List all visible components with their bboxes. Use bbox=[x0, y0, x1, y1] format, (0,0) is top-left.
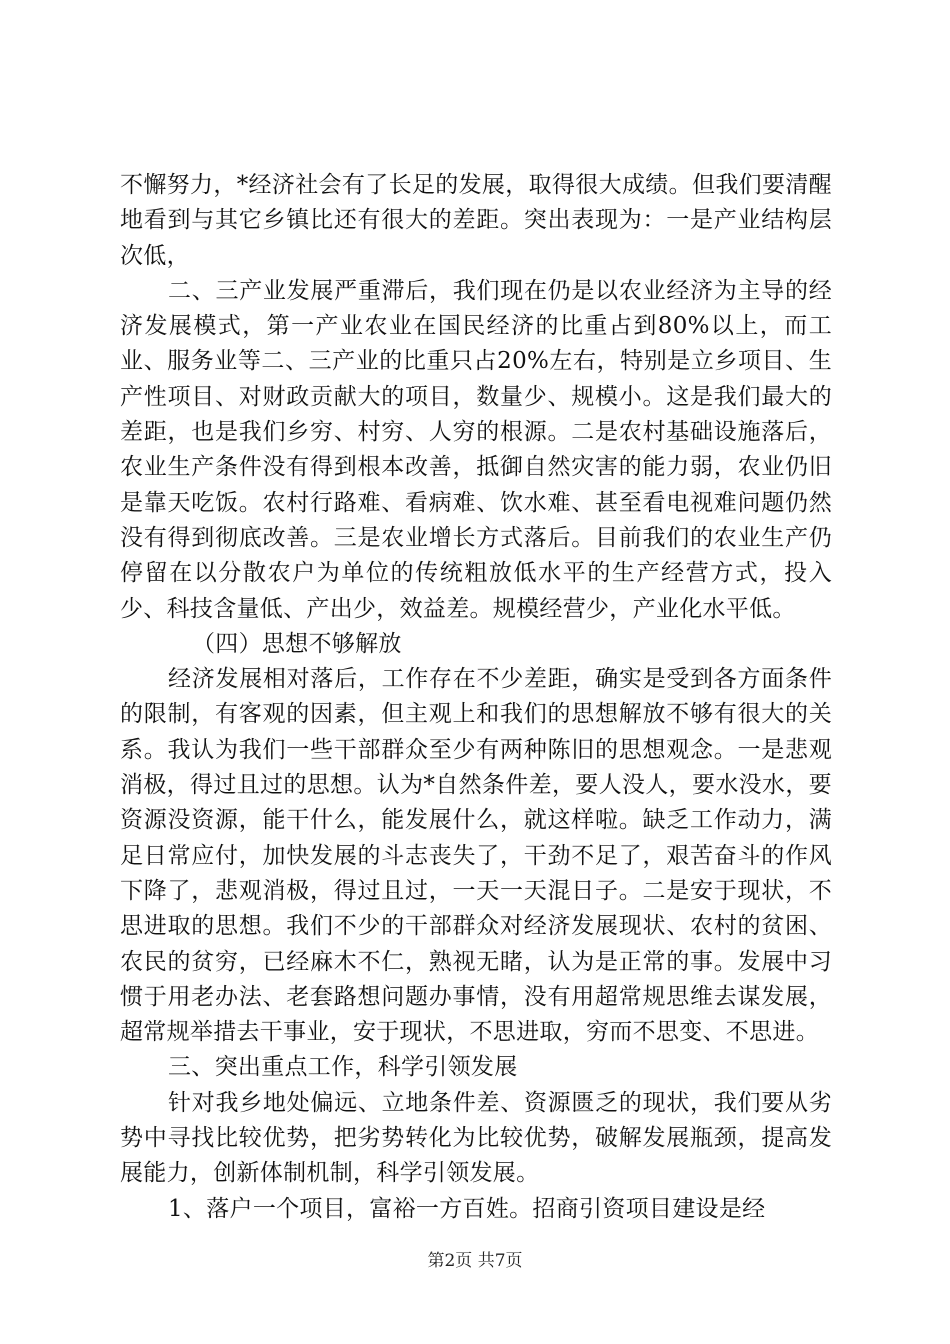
section-heading-4: （四）思想不够解放 bbox=[192, 630, 402, 657]
paragraph-5: 1、落户一个项目，富裕一方百姓。招商引资项目建设是经 bbox=[168, 1195, 766, 1222]
paragraph-4: 针对我乡地处偏远、立地条件差、资源匮乏的现状，我们要从劣势中寻找比较优势，把劣势转化为比较优势，破解发展瓶颈，提高发展能力，创新体制机制，科学引领发展。 bbox=[120, 1089, 832, 1187]
paragraph-2: 二、三产业发展严重滞后，我们现在仍是以农业经济为主导的经济发展模式，第一产业农业在国民经济的比重占到80%以上，而工业、服务业等二、三产业的比重只占20%左右，特别是立乡项目、生产性项目、对财政贡献大的项目，数量少、规模小。这是我们最大的差距，也是我们乡穷、村穷、人穷的根源。二是农村基础设施落后，农业生产条件没有得到根本改善，抵御自然灾害的能力弱，农业仍旧是靠天吃饭。农村行路难、看病难、饮水难、甚至看电视难问题仍然没有得到彻底改善。三是农业增长方式落后。目前我们的农业生产仍停留在以分散农户为单位的传统粗放低水平的生产经营方式，投入少、科技含量低、产出少，效益差。规模经营少，产业化水平低。 bbox=[120, 277, 832, 622]
document-body bbox=[120, 168, 832, 1227]
section-heading-3: 三、突出重点工作，科学引领发展 bbox=[168, 1054, 518, 1081]
paragraph-1: 不懈努力，*经济社会有了长足的发展，取得很大成绩。但我们要清醒地看到与其它乡镇比还有很大的差距。突出表现为：一是产业结构层次低， bbox=[120, 172, 832, 269]
paragraph-3: 经济发展相对落后，工作存在不少差距，确实是受到各方面条件的限制，有客观的因素，但主观上和我们的思想解放不够有很大的关系。我认为我们一些干部群众至少有两种陈旧的思想观念。一是悲观消极，得过且过的思想。认为*自然条件差，要人没人，要水没水，要资源没资源，能干什么，能发展什么，就这样啦。缺乏工作动力，满足日常应付，加快发展的斗志丧失了，干劲不足了，艰苦奋斗的作风下降了，悲观消极，得过且过，一天一天混日子。二是安于现状，不思进取的思想。我们不少的干部群众对经济发展现状、农村的贫困、农民的贫穷，已经麻木不仁，熟视无睹，认为是正常的事。发展中习惯于用老办法、老套路想问题办事情，没有用超常规思维去谋发展，超常规举措去干事业，安于现状，不思进取，穷而不思变、不思进。 bbox=[120, 666, 832, 1046]
page-footer: 第2页 共7页 bbox=[427, 1251, 523, 1271]
